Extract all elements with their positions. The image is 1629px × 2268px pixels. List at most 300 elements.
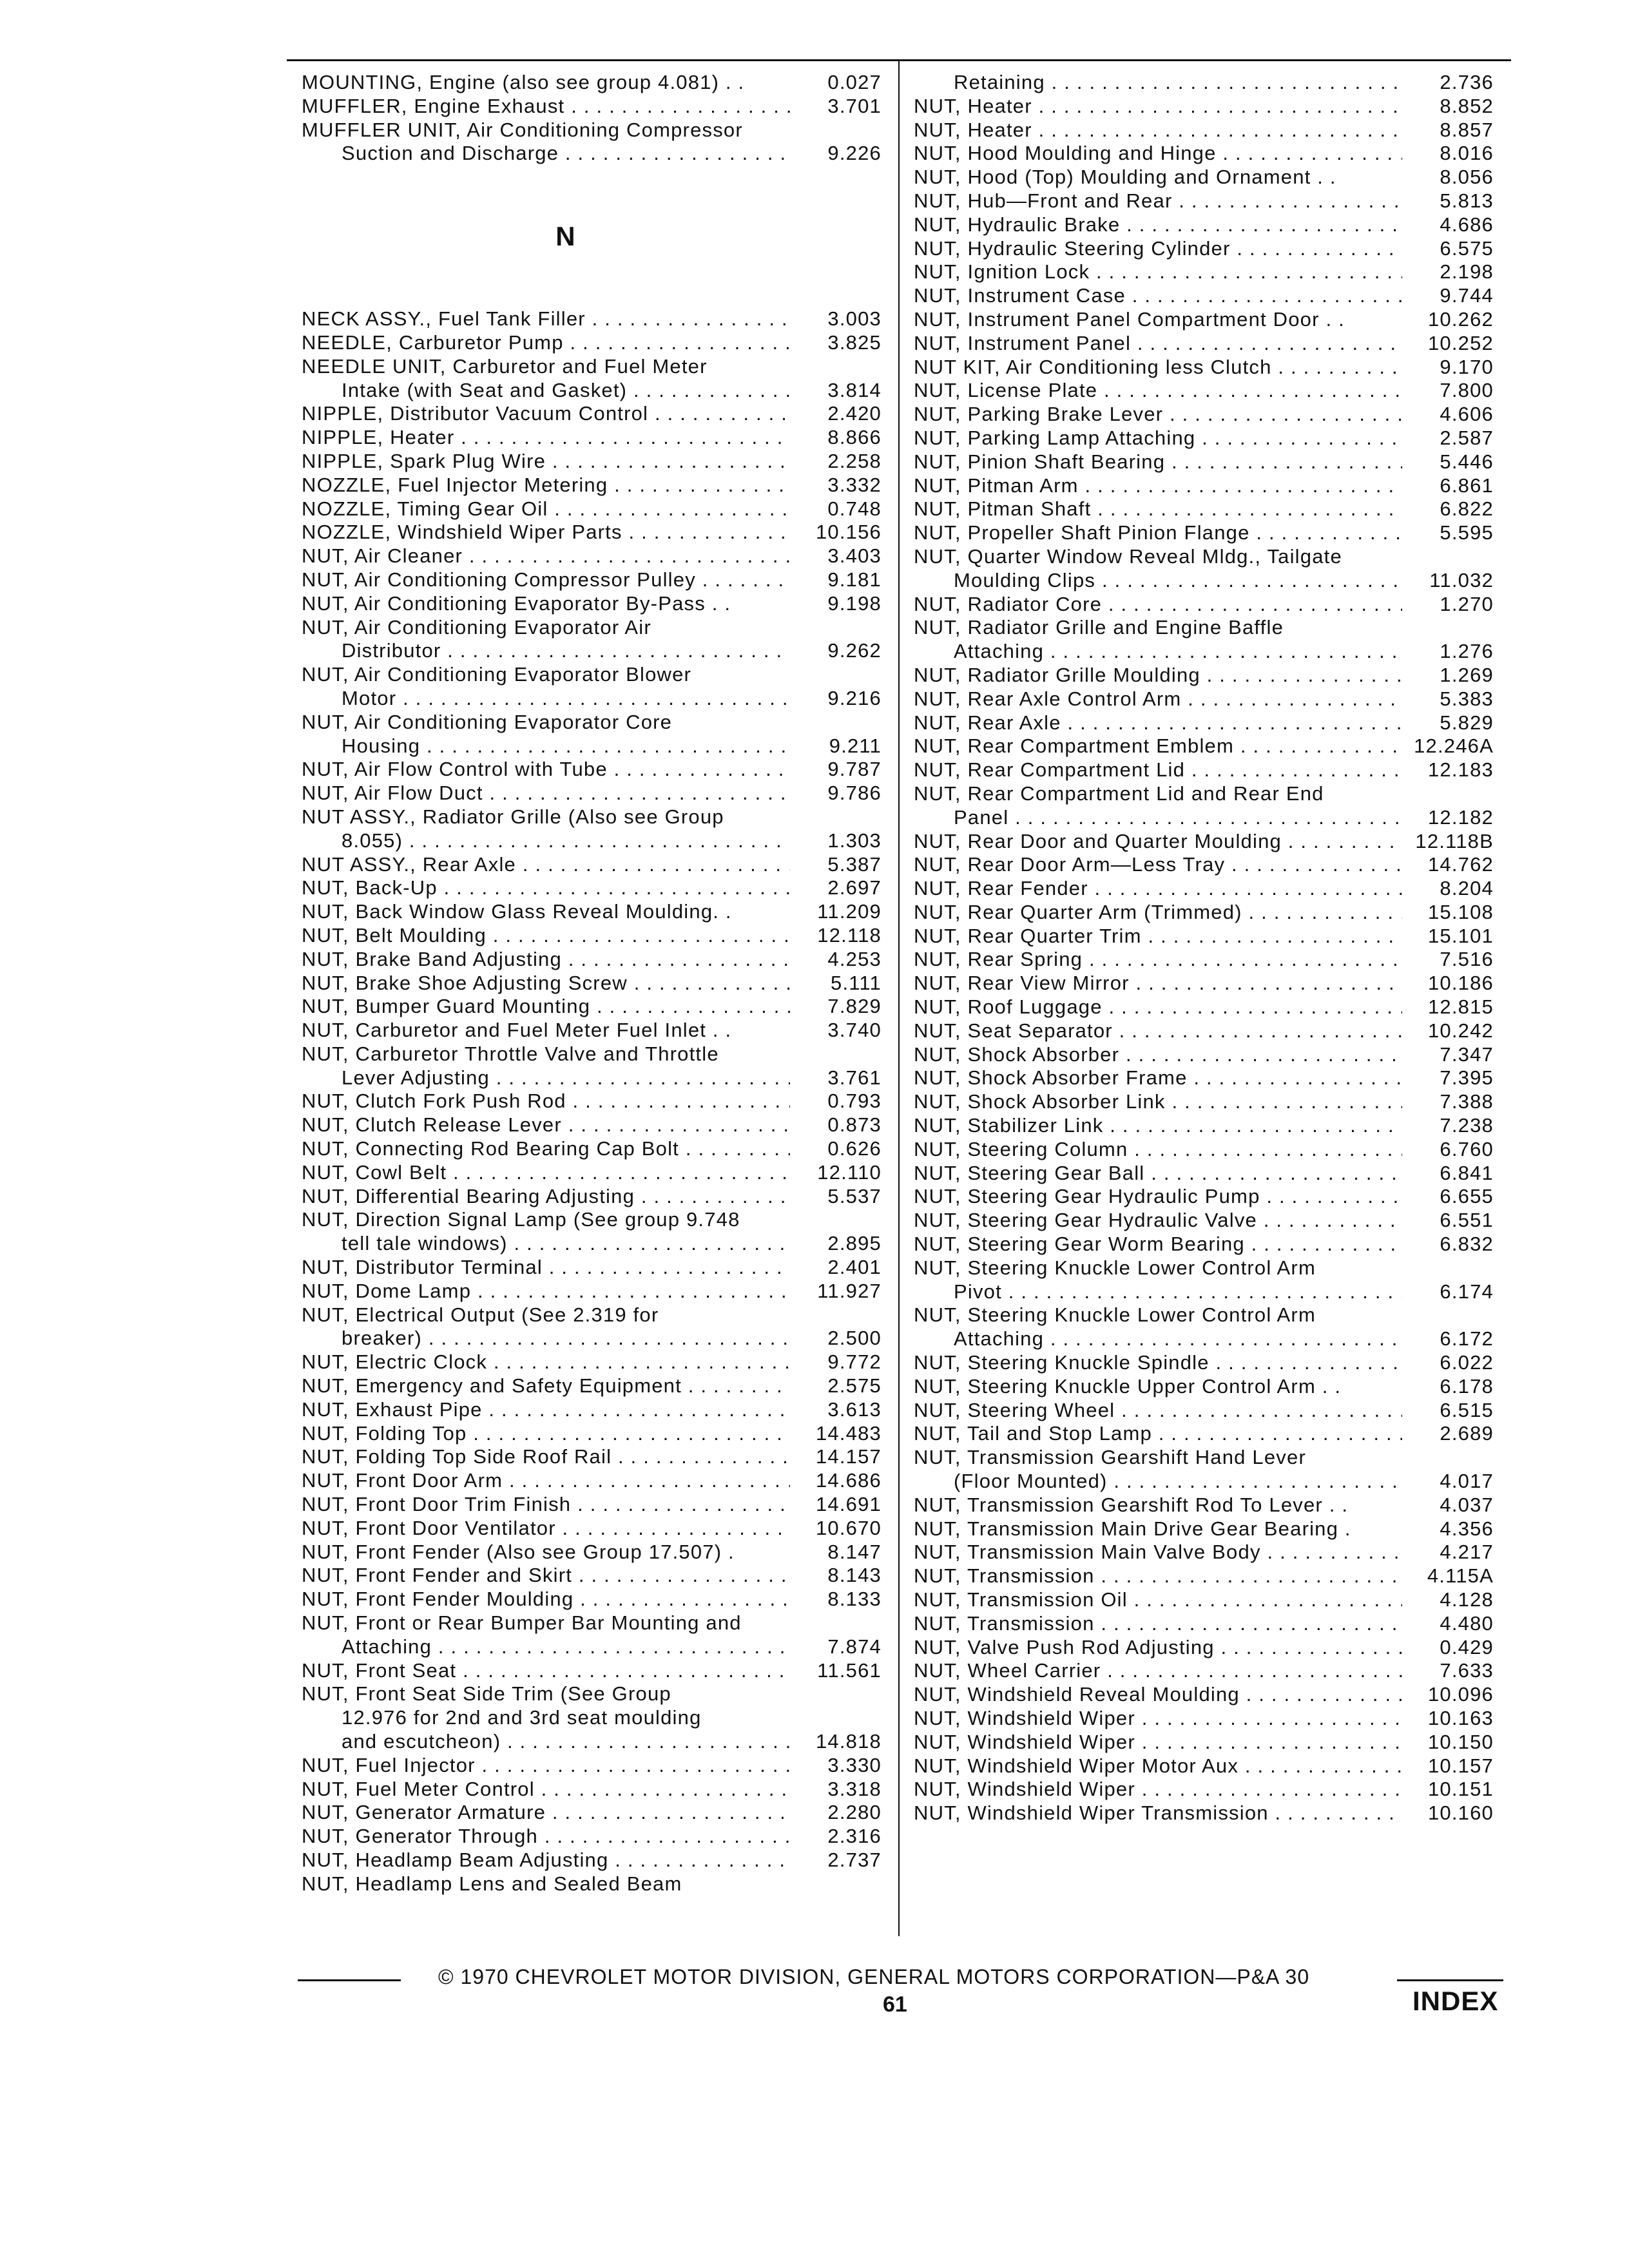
entry-group-number: 5.383 [1440,687,1494,710]
index-entry [914,1470,1494,1494]
entry-group-number: 7.388 [1440,1090,1494,1113]
index-entry [302,1754,882,1778]
entry-description: NUT, Electrical Output (See 2.319 for [302,1303,659,1326]
entry-group-number: 15.101 [1427,924,1494,947]
entry-group-number: 14.691 [815,1493,882,1516]
entry-group-number: 10.186 [1427,972,1494,995]
entry-group-number: 9.262 [827,639,882,662]
index-entry [914,948,1494,972]
index-entry [914,1588,1494,1612]
entry-group-number: 2.500 [827,1327,882,1350]
entry-description: Attaching . . . [302,1635,790,1659]
entry-description: NUT, Steering Knuckle Spindle . . . [914,1351,1402,1375]
index-entry [302,331,882,355]
index-entry [914,213,1494,237]
entry-group-number: 9.211 [829,734,882,757]
entry-group-number: 5.446 [1440,450,1494,473]
entry-description: NUT, Front Seat . . . [302,1659,790,1683]
entry-description: Lever Adjusting . . . [302,1066,790,1090]
index-entry [302,521,882,544]
entry-description: NUT, Steering Knuckle Upper Control Arm . . [914,1374,1342,1398]
entry-description: NUT, Air Conditioning Compressor Pulley . . . [302,568,790,592]
index-entry [914,711,1494,735]
entry-group-number: 0.626 [827,1137,882,1160]
entry-description: Pivot . . . [914,1280,1402,1304]
entry-group-number: 11.561 [817,1658,882,1682]
entry-group-number: 3.613 [827,1398,882,1421]
index-entry [302,1635,882,1659]
entry-group-number: 2.736 [1440,71,1494,93]
entry-description: NUT, Dome Lamp . . . [302,1280,790,1303]
entry-description: NUT, Emergency and Safety Equipment . . . [302,1374,790,1398]
entry-group-number: 8.056 [1440,166,1494,189]
entry-group-number: 7.238 [1440,1114,1494,1137]
entry-description: NUT, License Plate . . . [914,379,1402,403]
index-entry [914,758,1494,782]
index-entry [302,355,882,379]
index-entry [914,1446,1494,1470]
entry-description: NUT, Windshield Wiper . . . [914,1731,1402,1754]
index-entry [914,308,1494,332]
entry-group-number: 4.686 [1440,213,1494,236]
entry-description: NUT, Rear Door and Quarter Moulding . . . [914,830,1402,854]
entry-description: NUT, Parking Lamp Attaching . . . [914,427,1402,450]
entry-description: NUT, Rear Door Arm—Less Tray . . . [914,853,1402,877]
entry-group-number: 8.147 [827,1540,882,1563]
index-entry [302,876,882,900]
index-entry [302,1161,882,1185]
entry-description: NUT, Bumper Guard Mounting . . . [302,995,790,1019]
index-entry [302,1185,882,1209]
right-column [914,71,1494,1825]
entry-description: NUT, Tail and Stop Lamp . . . [914,1422,1402,1446]
entry-description: NUT, Radiator Grille Moulding . . . [914,664,1402,687]
entry-description: NUT, Valve Push Rod Adjusting . . . [914,1636,1402,1660]
entry-description: NUT, Clutch Release Lever . . . [302,1113,790,1137]
entry-description: NUT, Pitman Arm . . . [914,474,1402,498]
entry-group-number: 3.701 [827,94,882,117]
entry-description: NUT, Carburetor and Fuel Meter Fuel Inlet . . [302,1019,732,1042]
entry-group-number: 8.852 [1440,94,1494,117]
entry-description: Housing . . . [302,735,790,758]
index-entry [302,1137,882,1161]
entry-description: NUT, Transmission Oil . . . [914,1588,1402,1612]
entry-group-number: 4.606 [1440,403,1494,426]
index-entry [914,403,1494,427]
entry-description: NUT, Generator Through . . . [302,1825,790,1849]
entry-group-number: 12.110 [817,1160,882,1184]
entry-group-number: 7.829 [827,995,882,1018]
entry-description: NUT, Carburetor Throttle Valve and Throttle [302,1042,719,1065]
index-entry [914,1802,1494,1825]
entry-description: NUT, Heater . . . [914,95,1402,119]
entry-group-number: 14.686 [815,1469,882,1492]
index-entry [302,1849,882,1872]
index-entry [302,853,882,877]
entry-description: NUT, Instrument Panel Compartment Door . . [914,307,1345,331]
entry-group-number: 8.866 [827,426,882,449]
index-entry [914,379,1494,403]
entry-group-number: 15.108 [1427,900,1494,923]
entry-group-number: 10.157 [1427,1754,1494,1777]
index-entry [302,758,882,782]
entry-description: NUT, Rear Quarter Trim . . . [914,925,1402,948]
entry-description: MOUNTING, Engine (also see group 4.081) . . [302,71,745,93]
index-entry [302,142,882,166]
entry-description: NUT, Front or Rear Bumper Bar Mounting and [302,1611,742,1635]
entry-group-number: 5.111 [831,971,882,994]
entry-description: NECK ASSY., Fuel Tank Filler . . . [302,307,790,331]
entry-description: (Floor Mounted) . . . [914,1470,1402,1494]
entry-group-number: 9.772 [827,1350,882,1374]
index-entry [302,119,882,142]
entry-description: NUT, Rear Compartment Lid . . . [914,758,1402,782]
entry-description: NUT, Rear Axle . . . [914,711,1402,735]
index-entry [914,1090,1494,1114]
entry-group-number: 3.740 [827,1019,882,1042]
entry-description: NUT, Windshield Wiper Transmission . . . [914,1802,1402,1825]
entry-description: NUT, Air Conditioning Evaporator By-Pass . . [302,591,731,615]
entry-description: NEEDLE UNIT, Carburetor and Fuel Meter [302,354,708,378]
entry-description: NUT, Instrument Panel . . . [914,332,1402,356]
index-entry [914,1327,1494,1351]
entry-group-number: 0.748 [827,497,882,520]
entry-description: MUFFLER UNIT, Air Conditioning Compressor [302,118,743,141]
entry-group-number: 3.403 [827,544,882,568]
index-entry [914,664,1494,687]
entry-group-number: 9.744 [1440,284,1494,307]
entry-description: NUT, Generator Armature . . . [302,1801,790,1825]
entry-group-number: 1.269 [1440,663,1494,686]
index-entry [302,1469,882,1493]
entry-description: NUT, Seat Separator . . . [914,1019,1402,1043]
index-entry [302,948,882,972]
entry-description: NUT, Hood (Top) Moulding and Ornament . . [914,166,1336,189]
index-entry [914,1209,1494,1233]
entry-group-number: 0.429 [1440,1635,1494,1658]
entry-description: NUT, Transmission . . . [914,1564,1402,1588]
index-entry [302,1256,882,1280]
index-entry [914,1564,1494,1588]
entry-group-number: 10.163 [1427,1706,1494,1729]
entry-description: NUT, Rear View Mirror . . . [914,972,1402,995]
entry-description: NUT, Rear Quarter Arm (Trimmed) . . . [914,901,1402,925]
index-entry [914,782,1494,806]
entry-description: Panel . . . [914,806,1402,830]
entry-group-number: 10.262 [1427,307,1494,331]
entry-description: NIPPLE, Spark Plug Wire . . . [302,450,790,474]
index-entry [302,379,882,403]
index-entry [914,1612,1494,1636]
entry-group-number: 3.814 [827,378,882,401]
index-entry [914,1043,1494,1067]
index-entry [302,450,882,474]
entry-group-number: 11.032 [1429,568,1494,591]
index-entry [302,663,882,687]
entry-group-number: 14.157 [815,1445,882,1468]
index-entry [302,1019,882,1043]
entry-group-number: 6.575 [1440,236,1494,260]
entry-description: NUT, Instrument Case . . . [914,284,1402,308]
entry-group-number: 9.786 [827,782,882,805]
page-number: 61 [883,1992,907,2017]
entry-description: NUT, Cowl Belt . . . [302,1161,790,1185]
entry-description: NUT, Front Door Arm . . . [302,1469,790,1493]
index-entry [302,972,882,995]
index-entry [914,1707,1494,1731]
index-entry [914,1138,1494,1162]
index-entry [302,1541,882,1564]
index-entry [914,260,1494,284]
copyright-notice: © 1970 CHEVROLET MOTOR DIVISION, GENERAL MOTORS CORPORATION—P&A 30 [438,1965,1310,1988]
entry-description: NIPPLE, Heater . . . [302,426,790,450]
index-entry [914,1422,1494,1446]
entry-group-number: 3.825 [827,331,882,354]
entry-description: NUT, Fuel Meter Control . . . [302,1778,790,1802]
entry-description: NUT, Shock Absorber . . . [914,1043,1402,1067]
left-entries-m [302,71,882,166]
entry-description: NUT, Steering Wheel . . . [914,1399,1402,1423]
entry-group-number: 8.143 [827,1564,882,1587]
entry-group-number: 4.115A [1427,1564,1494,1588]
entry-group-number: 6.174 [1440,1280,1494,1303]
entry-group-number: 7.800 [1440,379,1494,402]
index-entry [914,237,1494,261]
index-entry [914,1114,1494,1138]
index-entry [914,1636,1494,1660]
entry-group-number: 9.198 [827,591,882,615]
entry-group-number: 10.160 [1427,1802,1494,1825]
entry-description: Motor . . . [302,687,790,711]
entry-group-number: 10.156 [815,521,882,544]
entry-group-number: 2.895 [827,1232,882,1255]
index-entry [302,1706,882,1730]
index-entry [302,1113,882,1137]
entry-group-number: 11.927 [817,1279,882,1302]
entry-group-number: 14.762 [1427,853,1494,876]
entry-description: NUT, Rear Compartment Lid and Rear End [914,782,1324,805]
entry-group-number: 5.595 [1440,521,1494,544]
entry-description: NUT, Hydraulic Brake . . . [914,213,1402,237]
index-entry [914,901,1494,925]
index-entry [914,616,1494,640]
index-entry [302,1327,882,1350]
index-entry [914,1066,1494,1090]
entry-description: Attaching . . . [914,640,1402,664]
entry-description: NUT, Stabilizer Link . . . [914,1114,1402,1138]
index-entry [302,1611,882,1635]
entry-description: NUT, Exhaust Pipe . . . [302,1398,790,1422]
entry-group-number: 10.252 [1427,331,1494,354]
entry-group-number: 2.587 [1440,426,1494,449]
entry-group-number: 10.242 [1427,1019,1494,1042]
entry-description: NUT, Differential Bearing Adjusting . . . [302,1185,790,1209]
entry-description: NUT, Shock Absorber Frame . . . [914,1066,1402,1090]
entry-group-number: 4.017 [1440,1470,1494,1493]
entry-group-number: 5.387 [827,852,882,876]
index-entry [914,1185,1494,1209]
entry-description: NUT, Heater . . . [914,119,1402,142]
entry-description: breaker) . . . [302,1327,790,1350]
entry-group-number: 6.841 [1440,1161,1494,1184]
index-entry [914,687,1494,711]
entry-description: NUT, Transmission Main Drive Gear Bearing . [914,1517,1351,1540]
index-entry [302,95,882,119]
entry-group-number: 5.537 [827,1184,882,1207]
entry-description: NUT, Electric Clock . . . [302,1350,790,1374]
entry-group-number: 7.347 [1440,1043,1494,1066]
entry-description: NUT, Pitman Shaft . . . [914,497,1402,521]
entry-group-number: 10.096 [1427,1683,1494,1706]
entry-description: NUT, Transmission Gearshift Hand Lever [914,1446,1306,1469]
index-entry [914,474,1494,498]
entry-group-number: 3.330 [827,1753,882,1776]
index-entry [914,972,1494,995]
index-entry [302,805,882,829]
entry-description: NUT, Quarter Window Reveal Mldg., Tailgate [914,544,1342,568]
entry-description: NUT, Transmission . . . [914,1612,1402,1636]
entry-description: NUT, Hood Moulding and Hinge . . . [914,142,1402,166]
entry-group-number: 4.480 [1440,1611,1494,1635]
entry-description: NUT, Transmission Main Valve Body . . . [914,1541,1402,1564]
entry-description: NUT, Propeller Shaft Pinion Flange . . . [914,521,1402,545]
entry-group-number: 3.761 [827,1066,882,1089]
index-entry [302,1659,882,1683]
entry-description: NUT, Shock Absorber Link . . . [914,1090,1402,1114]
entry-description: NUT, Back Window Glass Reveal Moulding. . [302,900,732,923]
index-entry [302,1280,882,1303]
index-entry [302,307,882,331]
index-entry [302,1043,882,1066]
entry-description: NUT, Steering Gear Hydraulic Pump . . . [914,1185,1402,1209]
index-entry [914,427,1494,450]
index-entry [914,95,1494,119]
entry-description: NUT, Brake Shoe Adjusting Screw . . . [302,972,790,995]
entry-group-number: 12.118B [1415,829,1494,852]
index-entry [302,1493,882,1517]
entry-group-number: 2.280 [827,1801,882,1824]
index-entry [914,1162,1494,1186]
entry-description: NUT ASSY., Radiator Grille (Also see Group [302,805,724,828]
index-entry [302,1825,882,1849]
index-entry [302,402,882,426]
index-entry [302,924,882,948]
entry-group-number: 9.787 [827,758,882,781]
index-entry [914,1754,1494,1778]
entry-description: NUT, Air Flow Duct . . . [302,782,790,805]
index-entry [914,1517,1494,1541]
index-entry [914,1731,1494,1754]
entry-description: NUT, Ignition Lock . . . [914,260,1402,284]
entry-group-number: 6.832 [1440,1233,1494,1256]
entry-description: NUT, Air Conditioning Evaporator Blower [302,663,692,686]
entry-description: Retaining . . . [914,71,1402,95]
entry-description: NIPPLE, Distributor Vacuum Control . . . [302,402,790,426]
entry-group-number: 12.815 [1427,995,1494,1019]
index-entry [914,1375,1494,1399]
entry-group-number: 2.737 [827,1848,882,1871]
entry-group-number: 6.760 [1440,1137,1494,1160]
index-entry [914,806,1494,830]
entry-group-number: 2.420 [827,402,882,425]
entry-group-number: 4.217 [1440,1541,1494,1564]
index-entry [302,1422,882,1446]
entry-description: NUT, Windshield Reveal Moulding . . . [914,1683,1402,1707]
entry-group-number: 6.551 [1440,1209,1494,1232]
entry-description: NUT, Front Fender (Also see Group 17.507) . [302,1540,735,1563]
index-entry [914,356,1494,380]
entry-description: NUT, Clutch Fork Push Rod . . . [302,1090,790,1113]
entry-group-number: 2.401 [827,1256,882,1279]
index-entry [302,1232,882,1256]
index-entry [914,1494,1494,1517]
entry-description: NUT, Radiator Grille and Engine Baffle [914,616,1284,639]
index-entry [914,71,1494,95]
entry-group-number: 6.172 [1440,1327,1494,1350]
entry-description: NOZZLE, Fuel Injector Metering . . . [302,474,790,497]
index-entry [914,640,1494,664]
entry-group-number: 6.178 [1440,1374,1494,1398]
entry-group-number: 5.813 [1440,189,1494,212]
entry-group-number: 7.516 [1440,948,1494,971]
entry-group-number: 10.150 [1427,1730,1494,1753]
entry-group-number: 0.793 [827,1090,882,1113]
index-entry [914,1399,1494,1423]
index-entry [302,592,882,616]
index-entry [302,639,882,663]
entry-description: NUT, Air Flow Control with Tube . . . [302,758,790,782]
entry-description: NUT, Steering Gear Ball . . . [914,1162,1402,1186]
entry-description: NUT KIT, Air Conditioning less Clutch . . . [914,356,1402,380]
index-entry [302,1682,882,1706]
entry-description: NOZZLE, Windshield Wiper Parts . . . [302,521,790,544]
entry-description: Intake (with Seat and Gasket) . . . [302,379,790,403]
index-entry [302,1090,882,1113]
index-entry [302,782,882,805]
entry-group-number: 14.483 [815,1421,882,1445]
entry-description: NUT, Brake Band Adjusting . . . [302,948,790,972]
index-entry [302,1588,882,1611]
index-entry [914,1351,1494,1375]
entry-group-number: 3.003 [827,307,882,331]
entry-description: 8.055) . . . [302,829,790,853]
index-entry [302,711,882,735]
entry-description: NUT, Front Fender Moulding . . . [302,1588,790,1611]
entry-description: NUT, Steering Knuckle Lower Control Arm [914,1256,1316,1279]
index-entry [914,332,1494,356]
entry-group-number: 10.670 [815,1516,882,1539]
entry-description: NUT, Back-Up . . . [302,876,790,900]
entry-group-number: 12.118 [817,923,882,947]
entry-description: Distributor . . . [302,639,790,663]
index-entry [302,616,882,640]
index-entry [302,1066,882,1090]
entry-group-number: 14.818 [815,1730,882,1753]
entry-description: NUT, Hydraulic Steering Cylinder . . . [914,237,1402,261]
index-entry [914,1280,1494,1304]
index-entry [302,1801,882,1825]
entry-description: NUT, Front Door Trim Finish . . . [302,1493,790,1517]
index-entry [302,497,882,521]
right-entries [914,71,1494,1825]
index-entry [302,1208,882,1232]
entry-description: tell tale windows) . . . [302,1232,790,1256]
index-entry [302,474,882,497]
entry-description: Attaching . . . [914,1327,1402,1351]
entry-description: NOZZLE, Timing Gear Oil . . . [302,497,790,521]
index-entry [914,119,1494,142]
entry-group-number: 11.209 [817,900,882,923]
